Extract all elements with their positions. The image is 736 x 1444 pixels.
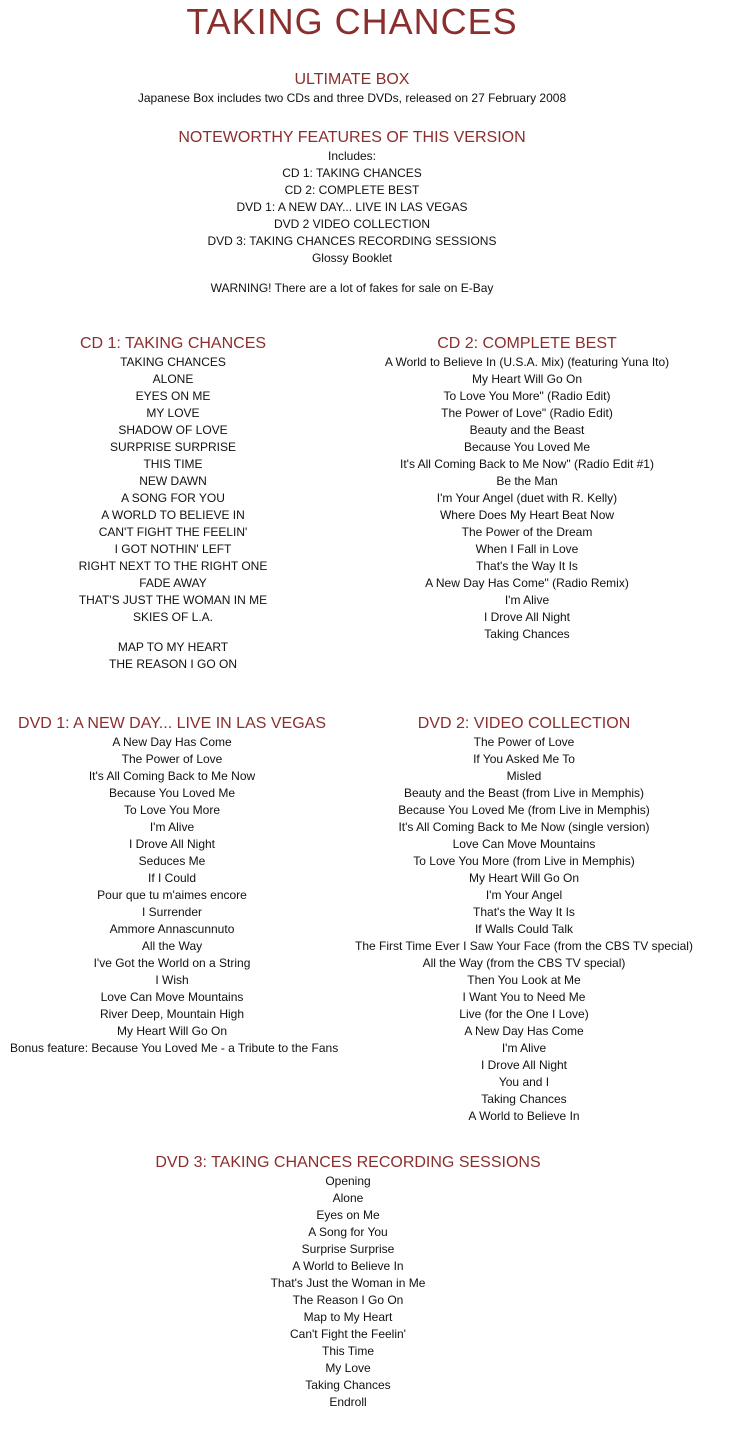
track-item: I Wish: [155, 973, 189, 987]
track-item: This Time: [321, 1344, 374, 1358]
track-item: It's All Coming Back to Me Now" (Radio Edit #1): [400, 457, 654, 471]
track-item: ALONE: [152, 372, 194, 386]
features-list: [0, 165, 704, 267]
cd1-bonus-tracklist: [20, 639, 326, 673]
dvd1-heading: DVD 1: A NEW DAY... LIVE IN LAS VEGAS: [18, 715, 326, 732]
track-item: When I Fall in Love: [475, 542, 579, 556]
track-item: I Want You to Need Me: [462, 990, 586, 1004]
track-item: Misled: [506, 769, 542, 783]
track-item: It's All Coming Back to Me Now: [88, 769, 256, 783]
dvd1-section: [10, 714, 339, 1057]
track-item: Can't Fight the Feelin': [290, 1327, 406, 1341]
track-item: To Love You More (from Live in Memphis): [413, 854, 635, 868]
dvd2-heading: DVD 2: VIDEO COLLECTION: [417, 715, 631, 732]
dvd2-section: [344, 714, 704, 1125]
edition-description: Japanese Box includes two CDs and three DVDs, released on 27 February 2008: [137, 91, 567, 105]
edition-heading: ULTIMATE BOX: [294, 71, 410, 88]
track-item: I'm Alive: [504, 593, 550, 607]
track-item: The Power of the Dream: [461, 525, 593, 539]
track-item: The Power of Love" (Radio Edit): [441, 406, 613, 420]
track-item: Endroll: [329, 1395, 367, 1409]
track-item: The Power of Love: [121, 752, 223, 766]
track-item: Bonus feature: Because You Loved Me - a Tribute to the Fans: [10, 1041, 339, 1055]
track-item: I'm Alive: [149, 820, 195, 834]
feature-item: DVD 3: TAKING CHANCES RECORDING SESSIONS: [207, 234, 497, 248]
track-item: It's All Coming Back to Me Now (single version): [398, 820, 650, 834]
track-item: Love Can Move Mountains: [452, 837, 596, 851]
features-section: [0, 128, 704, 297]
track-item: River Deep, Mountain High: [99, 1007, 245, 1021]
track-item: Ammore Annascunnuto: [109, 922, 235, 936]
track-item: Alone: [332, 1191, 364, 1205]
track-item: All the Way (from the CBS TV special): [422, 956, 626, 970]
feature-item: CD 2: COMPLETE BEST: [284, 183, 420, 197]
track-item: My Heart Will Go On: [116, 1024, 227, 1038]
track-item: Surprise Surprise: [301, 1242, 395, 1256]
track-item: Because You Loved Me (from Live in Memphis): [398, 803, 650, 817]
track-item: My Heart Will Go On: [468, 871, 579, 885]
cd2-section: [354, 334, 700, 643]
track-item: That's the Way It Is: [473, 905, 575, 919]
track-item: MY LOVE: [146, 406, 200, 420]
track-item: The Power of Love: [473, 735, 575, 749]
track-item: SKIES OF L.A.: [132, 610, 214, 624]
cd1-tracklist: [20, 354, 326, 626]
track-item: The First Time Ever I Saw Your Face (from the CBS TV special): [355, 939, 693, 953]
track-item: I Drove All Night: [480, 1058, 568, 1072]
track-item: Beauty and the Beast: [469, 423, 585, 437]
track-item: NEW DAWN: [139, 474, 207, 488]
track-item: A SONG FOR YOU: [121, 491, 225, 505]
track-item: THE REASON I GO ON: [108, 657, 237, 671]
track-item: SURPRISE SURPRISE: [109, 440, 237, 454]
feature-item: CD 1: TAKING CHANCES: [282, 166, 422, 180]
track-item: A Song for You: [308, 1225, 388, 1239]
track-item: If Walls Could Talk: [474, 922, 574, 936]
cd1-section: [20, 334, 326, 673]
track-item: A WORLD TO BELIEVE IN: [101, 508, 245, 522]
track-item: Taking Chances: [484, 627, 570, 641]
track-item: EYES ON ME: [135, 389, 211, 403]
cd1-heading: CD 1: TAKING CHANCES: [79, 335, 267, 352]
track-item: You and I: [498, 1075, 550, 1089]
feature-item: DVD 2 VIDEO COLLECTION: [273, 217, 431, 231]
track-item: MAP TO MY HEART: [117, 640, 229, 654]
track-item: Then You Look at Me: [467, 973, 581, 987]
track-item: My Heart Will Go On: [471, 372, 582, 386]
fakes-warning: WARNING! There are a lot of fakes for sale on E-Bay: [210, 281, 494, 295]
track-item: Be the Man: [496, 474, 558, 488]
track-item: Because You Loved Me: [108, 786, 236, 800]
track-item: The Reason I Go On: [292, 1293, 404, 1307]
track-item: Love Can Move Mountains: [100, 990, 244, 1004]
track-item: I'm Your Angel: [485, 888, 563, 902]
track-item: That's the Way It Is: [476, 559, 578, 573]
track-item: That's Just the Woman in Me: [270, 1276, 426, 1290]
dvd1-tracklist: [10, 734, 339, 1057]
page-title: TAKING CHANCES: [186, 1, 518, 42]
track-item: I'm Alive: [501, 1041, 547, 1055]
track-item: SHADOW OF LOVE: [118, 423, 228, 437]
track-item: A New Day Has Come" (Radio Remix): [425, 576, 629, 590]
track-item: My Love: [325, 1361, 371, 1375]
dvd3-section: [0, 1153, 696, 1411]
track-item: I Surrender: [141, 905, 203, 919]
track-item: CAN'T FIGHT THE FEELIN': [98, 525, 248, 539]
track-item: Pour que tu m'aimes encore: [97, 888, 247, 902]
edition-section: [0, 70, 704, 107]
track-item: I Drove All Night: [483, 610, 571, 624]
track-item: THIS TIME: [143, 457, 203, 471]
track-item: FADE AWAY: [139, 576, 207, 590]
track-item: Seduces Me: [138, 854, 206, 868]
cd2-heading: CD 2: COMPLETE BEST: [437, 335, 617, 352]
dvd2-tracklist: [344, 734, 704, 1125]
track-item: Opening: [325, 1174, 371, 1188]
track-item: Beauty and the Beast (from Live in Memphis): [403, 786, 645, 800]
track-item: TAKING CHANCES: [120, 355, 226, 369]
features-heading: NOTEWORTHY FEATURES OF THIS VERSION: [178, 129, 526, 146]
track-item: Where Does My Heart Beat Now: [439, 508, 615, 522]
dvd3-heading: DVD 3: TAKING CHANCES RECORDING SESSIONS: [155, 1154, 541, 1171]
track-item: I've Got the World on a String: [93, 956, 251, 970]
track-item: RIGHT NEXT TO THE RIGHT ONE: [78, 559, 268, 573]
track-item: A World to Believe In (U.S.A. Mix) (featuring Yuna Ito): [384, 355, 670, 369]
track-item: If I Could: [147, 871, 197, 885]
track-item: Taking Chances: [481, 1092, 567, 1106]
track-item: A New Day Has Come: [112, 735, 232, 749]
track-item: A New Day Has Come: [464, 1024, 584, 1038]
track-item: If You Asked Me To: [473, 752, 575, 766]
feature-item: DVD 1: A NEW DAY... LIVE IN LAS VEGAS: [236, 200, 468, 214]
track-item: A World to Believe In: [292, 1259, 404, 1273]
track-item: Because You Loved Me: [463, 440, 591, 454]
track-item: To Love You More" (Radio Edit): [443, 389, 611, 403]
feature-item: Glossy Booklet: [311, 251, 393, 265]
track-item: To Love You More: [123, 803, 221, 817]
dvd3-tracklist: [0, 1173, 696, 1411]
track-item: I'm Your Angel (duet with R. Kelly): [436, 491, 618, 505]
track-item: THAT'S JUST THE WOMAN IN ME: [78, 593, 268, 607]
track-item: Live (for the One I Love): [459, 1007, 589, 1021]
track-item: I Drove All Night: [128, 837, 216, 851]
track-item: I GOT NOTHIN' LEFT: [114, 542, 232, 556]
features-intro: Includes:: [327, 149, 377, 163]
track-item: Taking Chances: [305, 1378, 391, 1392]
cd2-tracklist: [354, 354, 700, 643]
track-item: Map to My Heart: [303, 1310, 393, 1324]
track-item: Eyes on Me: [316, 1208, 380, 1222]
track-item: A World to Believe In: [468, 1109, 580, 1123]
track-item: All the Way: [141, 939, 203, 953]
